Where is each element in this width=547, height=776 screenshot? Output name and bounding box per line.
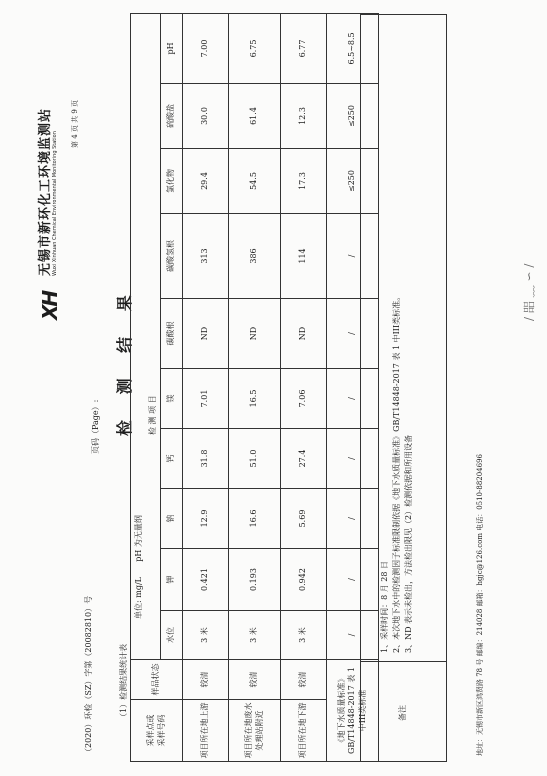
cell-value: 7.06 (281, 369, 327, 429)
document-number: （2020）环检（SZ）字第（20082810）号 (84, 595, 93, 756)
param-header: 钙 (161, 429, 183, 489)
page-number: 第 4 页 共 9 页 (71, 99, 79, 148)
handwritten-mark: / 㗊 ﹏ ∽ / (522, 263, 536, 321)
cell-value: 17.3 (281, 149, 327, 214)
notes-list (379, 293, 415, 653)
results-table (130, 13, 379, 762)
note-item: 2、本次地下水中的检测因子标准限制依据《地下水质量标准》GB/T14848-2017 表 1 中III类标准。 (392, 292, 401, 653)
note-item: 1、采样时间：8 月 28 日 (380, 561, 389, 653)
unit-header (131, 13, 147, 659)
standard-value: ≤250 (327, 84, 379, 149)
page-label: 页码（Page）: (91, 399, 100, 454)
page-title: 检 测 结 果 (115, 285, 134, 436)
cell-value: 3 米 (229, 611, 281, 660)
standard-value: 6.5~8.5 (327, 13, 379, 83)
cell-value: 7.01 (183, 369, 229, 429)
cell-value: 51.0 (229, 429, 281, 489)
param-header: 钾 (161, 549, 183, 611)
cell-value: 61.4 (229, 84, 281, 149)
notes-label-cell (361, 661, 446, 761)
cell-value: 0.421 (183, 549, 229, 611)
cell-value: 3 米 (183, 611, 229, 660)
cell-value: 7.00 (183, 13, 229, 83)
standard-value: / (327, 214, 379, 299)
cell-value: 16.6 (229, 489, 281, 549)
notes-label: 备注 (398, 705, 407, 721)
cell-value: ND (183, 299, 229, 369)
footer-address: 地址：无锡市新区鸿贤路 78 号 邮编：214028 邮箱：hgjc@126.com 电话：0510-88204696 (476, 453, 484, 756)
logo-english-name: Wuxi Xinhuan Chemical Environmental Monitoring Station (52, 131, 58, 276)
cell-value: 114 (281, 214, 327, 299)
sample-point: 项目所在地下游 (281, 700, 327, 762)
ph-note: pH 为无量纲 (133, 515, 143, 562)
cell-value: ND (229, 299, 281, 369)
standard-value: / (327, 489, 379, 549)
param-header: pH (161, 13, 183, 83)
cell-value: 54.5 (229, 149, 281, 214)
section-title: （1）检测结果统计表 (119, 643, 128, 721)
cell-value: 0.942 (281, 549, 327, 611)
cell-value: 29.4 (183, 149, 229, 214)
cell-value: 313 (183, 214, 229, 299)
param-header: 碳酸氢根 (161, 214, 183, 299)
cell-value: 3 米 (281, 611, 327, 660)
table-row (183, 13, 229, 761)
cell-value: 0.193 (229, 549, 281, 611)
sample-state: 较清 (183, 660, 229, 700)
standard-value: ≤250 (327, 149, 379, 214)
logo-name: 无锡市新环化工环境监测站 (38, 107, 53, 276)
cell-value: 12.9 (183, 489, 229, 549)
cell-value: ND (281, 299, 327, 369)
sample-state: 较清 (281, 660, 327, 700)
param-header: 氯化物 (161, 149, 183, 214)
standard-label: 《地下水质量标准》 GB/T14848-2017 表 1 中III类标准 (327, 660, 379, 762)
standard-value: / (327, 299, 379, 369)
notes-box (360, 14, 447, 762)
items-label: 检 测 项 目 (147, 13, 161, 659)
standard-value: / (327, 429, 379, 489)
sample-point: 项目所在地废水处理站附近 (229, 700, 281, 762)
sample-state: 较清 (229, 660, 281, 700)
param-header: 钠 (161, 489, 183, 549)
cell-value: 6.75 (229, 13, 281, 83)
param-header: 碳酸根 (161, 299, 183, 369)
standard-value: / (327, 549, 379, 611)
param-header-row (161, 13, 183, 761)
header-sample-point: 采样点或 采样号码 (131, 700, 183, 762)
param-header: 硫酸盐 (161, 84, 183, 149)
param-header: 水位 (161, 611, 183, 660)
cell-value: 31.8 (183, 429, 229, 489)
table-row (281, 13, 327, 761)
param-header: 镁 (161, 369, 183, 429)
cell-value: 12.3 (281, 84, 327, 149)
cell-value: 30.0 (183, 84, 229, 149)
table-row (229, 13, 281, 761)
unit-label: 单位: mg/L (133, 577, 143, 619)
note-item: 3、ND 表示未检出，方法检出限见（2）检测依据和所用设备 (404, 434, 413, 653)
cell-value: 27.4 (281, 429, 327, 489)
standard-value: / (327, 611, 379, 660)
header-sample-state: 样品状态 (131, 660, 183, 700)
cell-value: 16.5 (229, 369, 281, 429)
cell-value: 6.77 (281, 13, 327, 83)
logo-icon: XH (38, 291, 62, 320)
standard-value: / (327, 369, 379, 429)
cell-value: 386 (229, 214, 281, 299)
cell-value: 5.69 (281, 489, 327, 549)
sample-point: 项目所在地上游 (183, 700, 229, 762)
